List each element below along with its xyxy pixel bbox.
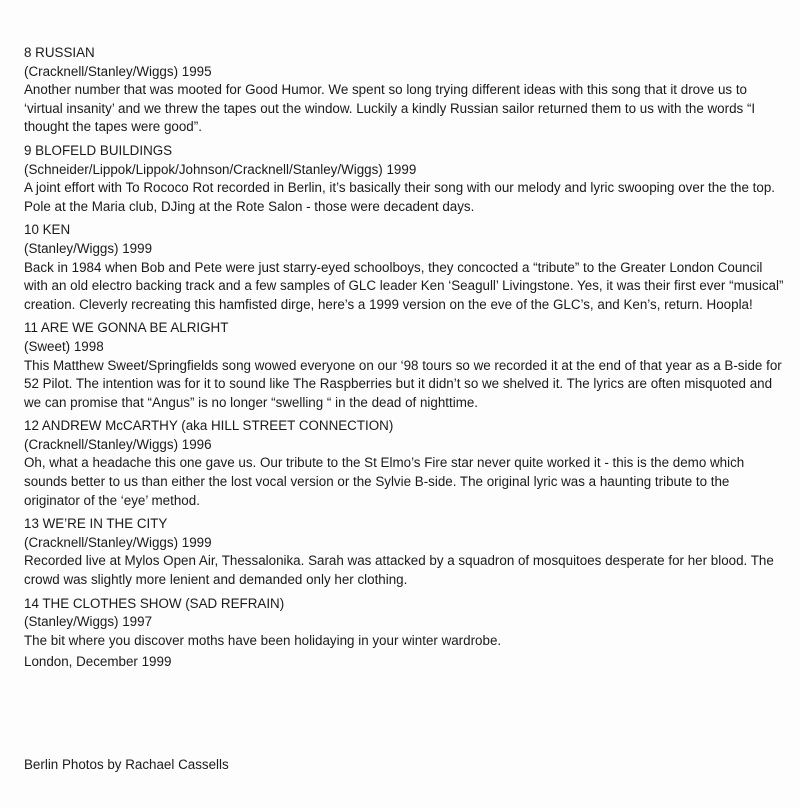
track-entry-11 <box>24 319 784 412</box>
track-entry-10 <box>24 221 784 314</box>
track-title: 8 RUSSIAN <box>24 45 95 60</box>
track-title: 14 THE CLOTHES SHOW (SAD REFRAIN) <box>24 595 285 611</box>
track-note: Another number that was mooted for Good Humor. We spent so long trying different ideas with this song that it drove us to ‘virtual insanity’ and we threw the tapes out the window. Luckily a kindly Russian sailor returned them to us with the words “I thought the tapes were good”. <box>24 82 756 135</box>
track-credit: (Cracknell/Stanley/Wiggs) 1999 <box>24 534 212 550</box>
track-note: Oh, what a headache this one gave us. Our tribute to the St Elmo’s Fire star never quite worked it - this is the demo which sounds better to us than either the lost vocal version or the Sylvie B-side. The original lyric was a haunting tribute to the originator of the ‘eye’ method. <box>24 455 745 508</box>
track-title: 10 KEN <box>24 222 71 238</box>
track-title: 12 ANDREW McCARTHY (aka HILL STREET CONNECTION) <box>24 418 394 434</box>
track-entry-9 <box>24 142 784 216</box>
track-entry-13 <box>24 515 784 589</box>
track-entry-14 <box>24 595 784 651</box>
photo-credit: Berlin Photos by Rachael Cassells <box>24 757 229 772</box>
track-credit: (Sweet) 1998 <box>24 338 104 354</box>
track-note: The bit where you discover moths have been holidaying in your winter wardrobe. <box>24 632 502 648</box>
track-credit: (Schneider/Lippok/Lippok/Johnson/Cracknell/Stanley/Wiggs) 1999 <box>24 161 417 177</box>
track-note: Recorded live at Mylos Open Air, Thessalonika. Sarah was attacked by a squadron of mosquitoes desperate for her blood. The crowd was slightly more lenient and demanded only her clothing. <box>24 553 774 588</box>
track-title: 11 ARE WE GONNA BE ALRIGHT <box>24 320 229 336</box>
track-note: A joint effort with To Rococo Rot recorded in Berlin, it’s basically their song with our melody and lyric swooping over the the top. Pole at the Maria club, DJing at the Rote Salon - those were decadent days. <box>24 180 776 214</box>
track-title: 13 WE’RE IN THE CITY <box>24 516 168 532</box>
track-entry-12 <box>24 417 784 510</box>
track-credit: (Cracknell/Stanley/Wiggs) 1995 <box>24 63 212 79</box>
track-credit: (Stanley/Wiggs) 1999 <box>24 240 153 256</box>
track-note: Back in 1984 when Bob and Pete were just starry-eyed schoolboys, they concocted a “tribute” to the Greater London Council with an old electro backing track and a few samples of GLC leader Ken ‘Seagull’ Livingstone. Yes, it was their first ever “musical” creation. Cleverly recreating this hamfisted dirge, here’s a 1999 version on the eve of the GLC’s, and Ken’s, return. Hoopla! <box>24 259 784 312</box>
track-credit: (Cracknell/Stanley/Wiggs) 1996 <box>24 436 212 452</box>
track-title: 9 BLOFELD BUILDINGS <box>24 142 173 158</box>
track-credit: (Stanley/Wiggs) 1997 <box>24 614 153 630</box>
track-entry-8 <box>24 44 784 137</box>
track-note: This Matthew Sweet/Springfields song wowed everyone on our ‘98 tours so we recorded it at the end of that year as a B-side for 52 Pilot. The intention was for it to sound like The Raspberries but it didn’t so we shelved it. The lyrics are often misquoted and we can promise that “Angus” is no longer “swelling “ in the dead of nighttime. <box>24 357 782 410</box>
track-notes-list <box>24 44 784 655</box>
place-and-date: London, December 1999 <box>24 654 172 669</box>
